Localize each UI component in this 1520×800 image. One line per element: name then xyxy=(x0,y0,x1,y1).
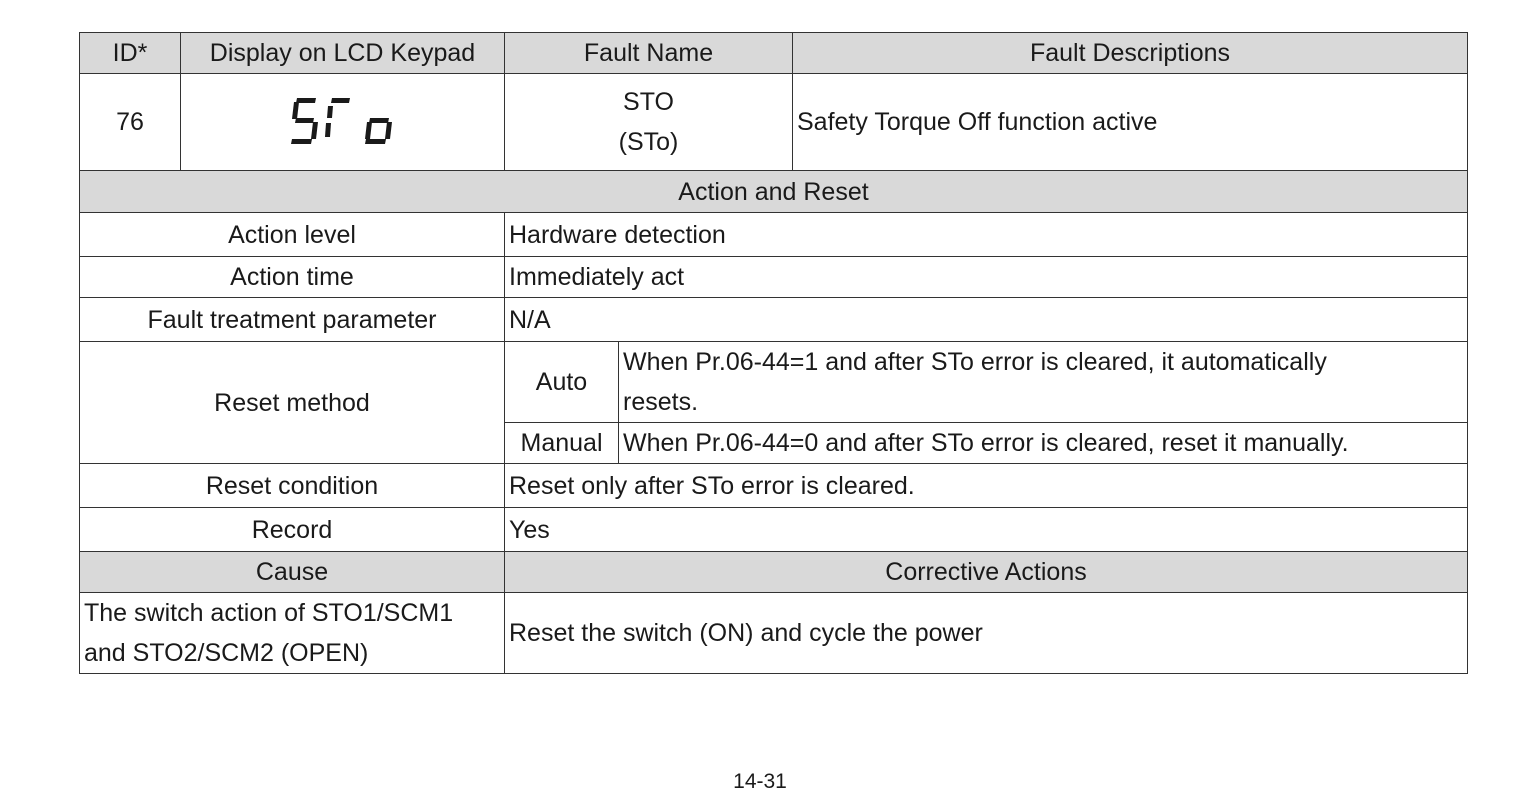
fault-treatment-value: N/A xyxy=(505,298,1468,342)
reset-condition-label: Reset condition xyxy=(80,464,505,508)
reset-condition-value: Reset only after STo error is cleared. xyxy=(505,464,1468,508)
reset-method-label: Reset method xyxy=(80,342,505,464)
action-time-value: Immediately act xyxy=(505,257,1468,298)
page-number: 14-31 xyxy=(733,770,787,793)
cause-header-row xyxy=(80,552,1468,593)
cause-line1: The switch action of STO1/SCM1 xyxy=(84,599,454,627)
action-level-label: Action level xyxy=(80,213,505,257)
action-level-row xyxy=(80,213,1468,257)
record-value: Yes xyxy=(505,508,1468,552)
auto-value xyxy=(619,342,1468,423)
cause-row xyxy=(80,593,1468,674)
record-label: Record xyxy=(80,508,505,552)
action-time-label: Action time xyxy=(80,257,505,298)
reset-condition-row xyxy=(80,464,1468,508)
lcd-display xyxy=(181,74,505,171)
auto-value-line2: resets. xyxy=(623,388,699,416)
cause-line2: and STO2/SCM2 (OPEN) xyxy=(84,639,369,667)
fault-row xyxy=(80,74,1468,171)
fault-id: 76 xyxy=(80,74,181,171)
fault-name-line1: STO xyxy=(623,88,674,116)
fault-name xyxy=(505,74,793,171)
manual-label: Manual xyxy=(505,423,619,464)
fault-treatment-row xyxy=(80,298,1468,342)
fault-table xyxy=(79,32,1468,674)
record-row xyxy=(80,508,1468,552)
lcd-segment-icon xyxy=(288,94,398,150)
fault-description: Safety Torque Off function active xyxy=(793,74,1468,171)
auto-label: Auto xyxy=(505,342,619,423)
corrective-action-text: Reset the switch (ON) and cycle the power xyxy=(505,593,1468,674)
action-time-row xyxy=(80,257,1468,298)
header-id: ID* xyxy=(80,33,181,74)
auto-value-line1: When Pr.06-44=1 and after STo error is cleared, it automatically xyxy=(623,348,1327,376)
fault-name-line2: (STo) xyxy=(618,128,679,156)
action-reset-title: Action and Reset xyxy=(80,171,1468,213)
header-fault-descriptions: Fault Descriptions xyxy=(793,33,1468,74)
fault-treatment-label: Fault treatment parameter xyxy=(80,298,505,342)
header-display: Display on LCD Keypad xyxy=(181,33,505,74)
corrective-actions-header: Corrective Actions xyxy=(505,552,1468,593)
action-level-value: Hardware detection xyxy=(505,213,1468,257)
action-reset-section-row xyxy=(80,171,1468,213)
header-fault-name: Fault Name xyxy=(505,33,793,74)
cause-header: Cause xyxy=(80,552,505,593)
header-row xyxy=(80,33,1468,74)
manual-value: When Pr.06-44=0 and after STo error is cleared, reset it manually. xyxy=(619,423,1468,464)
cause-text xyxy=(80,593,505,674)
reset-method-auto-row xyxy=(80,342,1468,423)
